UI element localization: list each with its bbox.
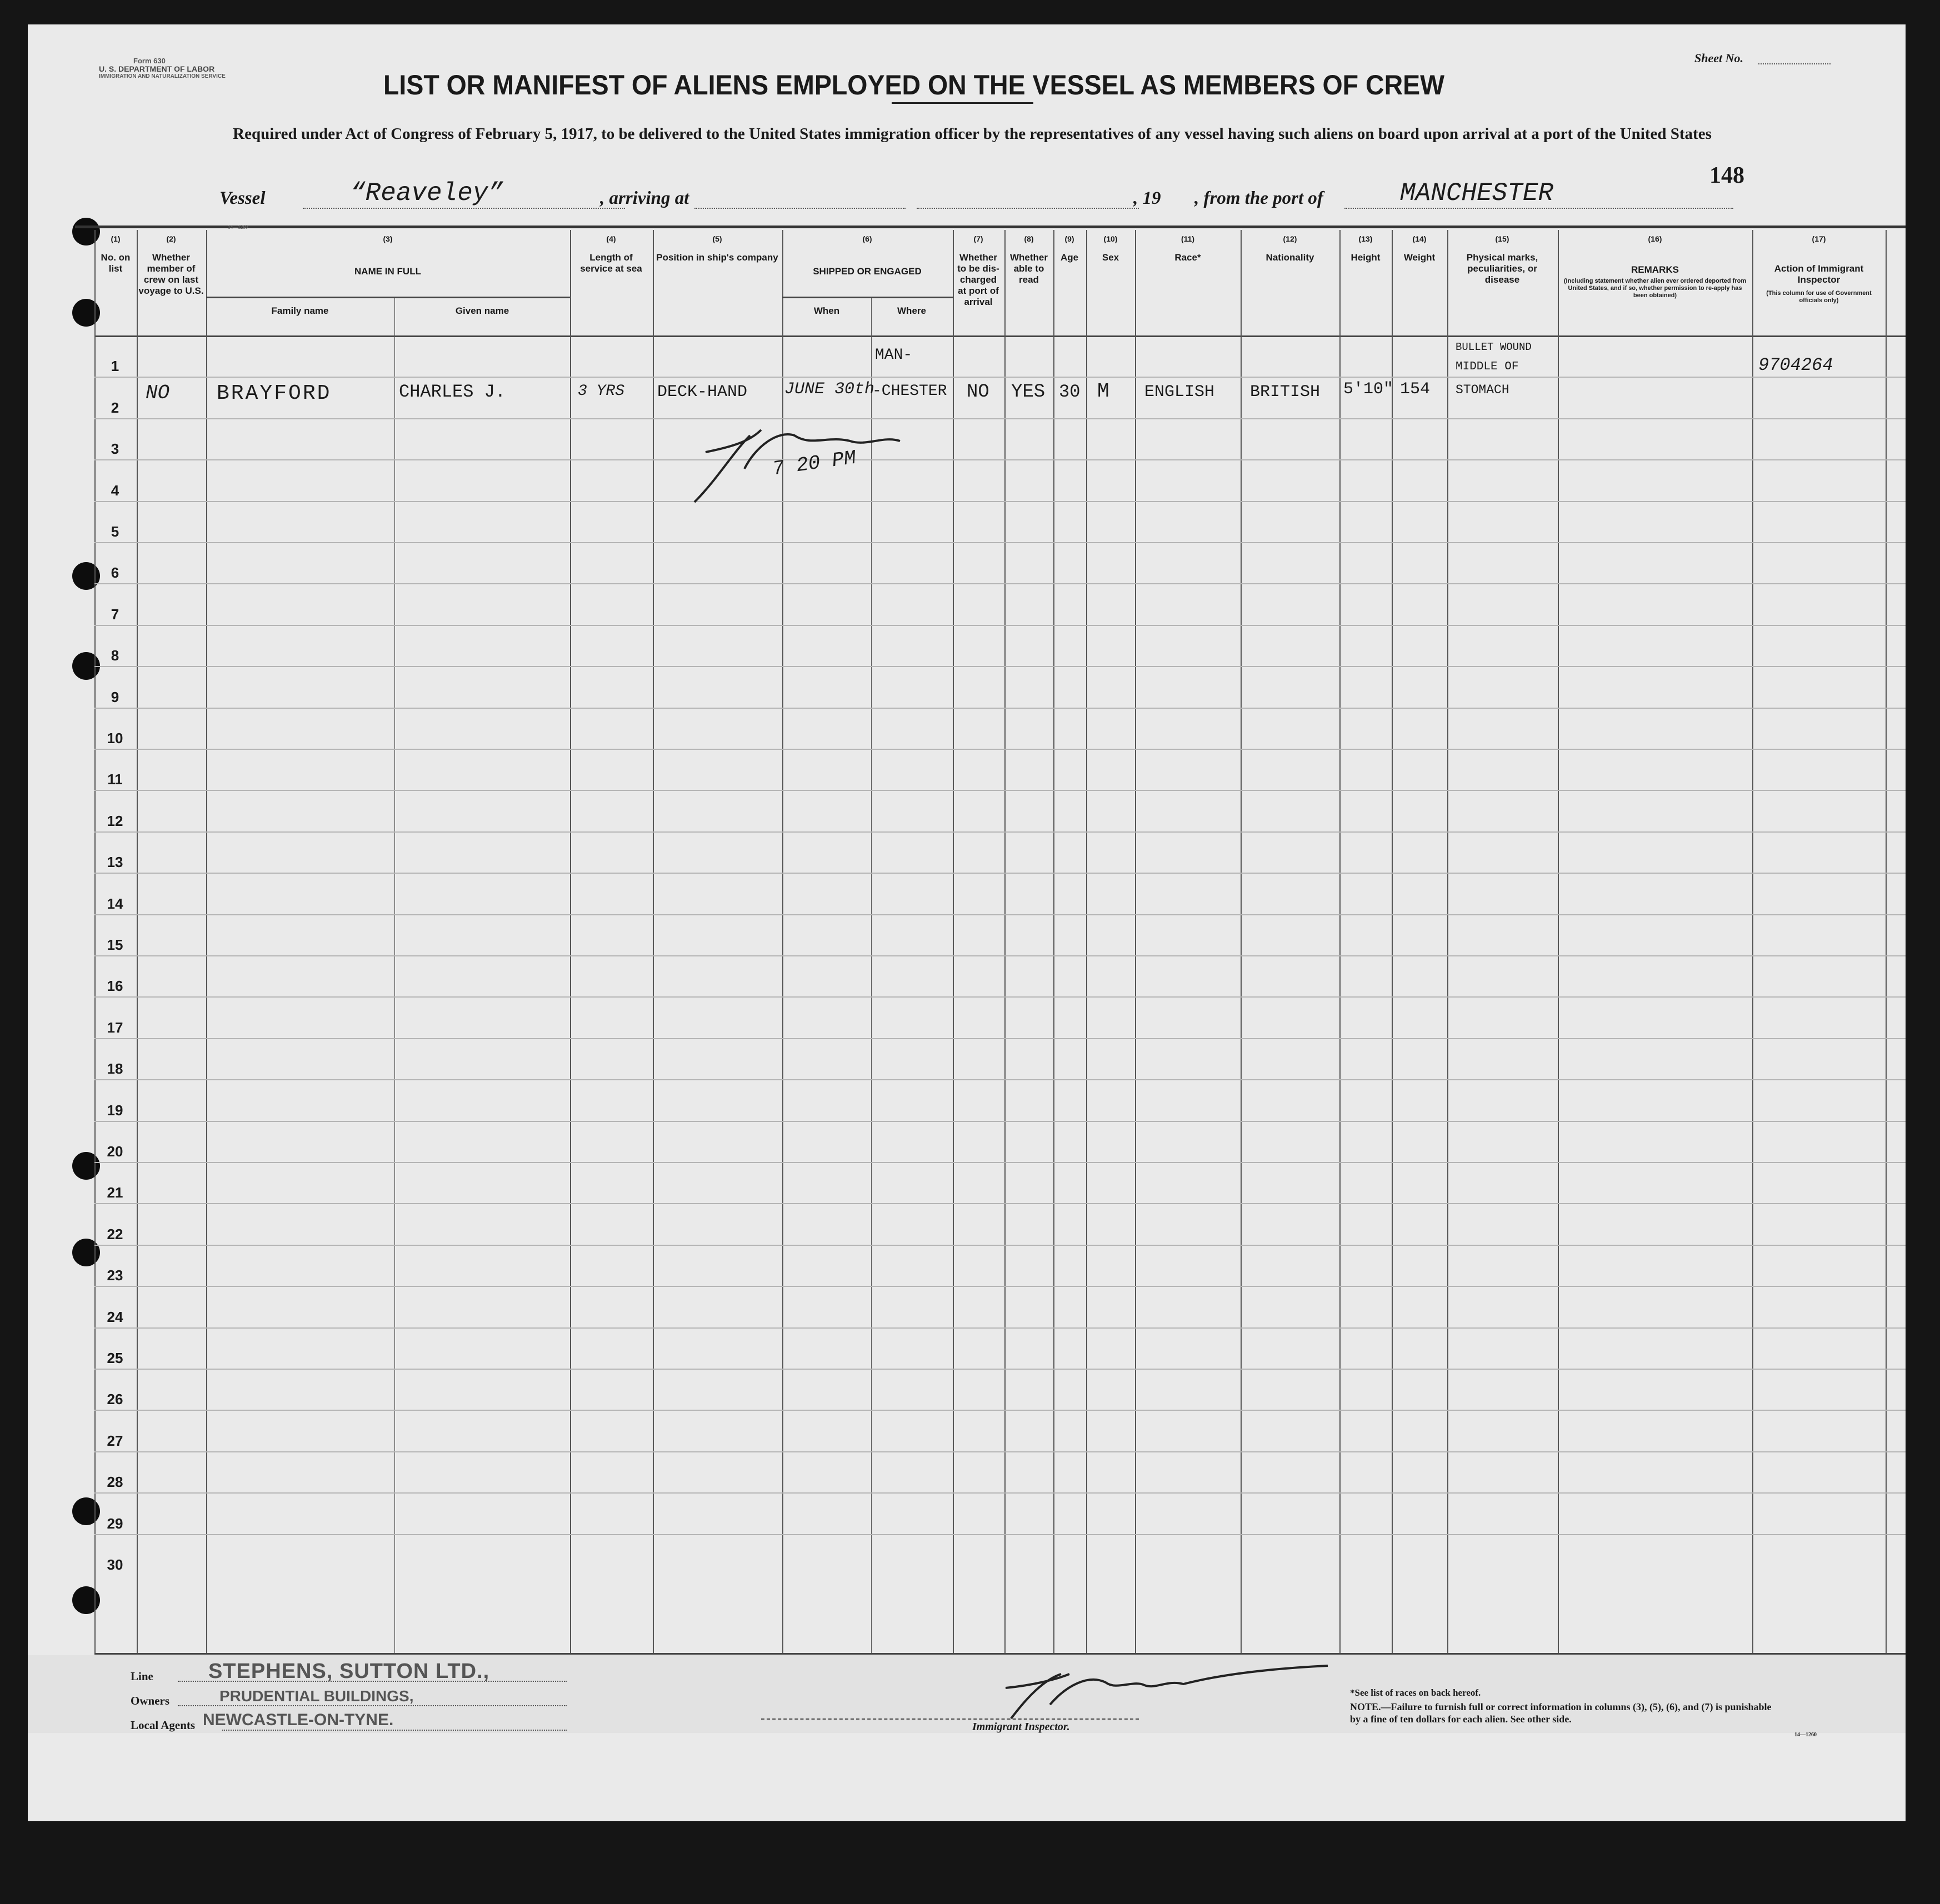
col-line <box>394 297 395 1653</box>
row-line <box>94 1492 1906 1494</box>
marks-line3: STOMACH <box>1456 383 1509 397</box>
column-number: (8) <box>1024 234 1034 243</box>
column-number: (11) <box>1181 234 1195 243</box>
sex-cell: M <box>1097 380 1109 403</box>
prior-voyage-cell: NO <box>146 382 170 404</box>
col-line <box>1447 230 1448 1653</box>
column-number: (16) <box>1648 234 1662 243</box>
arriving-line <box>694 208 906 209</box>
agents-stamp: NEWCASTLE-ON-TYNE. <box>203 1711 394 1729</box>
row-number: 17 <box>107 1019 123 1036</box>
footer-print-code: 14—1260 <box>1794 1732 1817 1738</box>
row-number: 26 <box>107 1391 123 1408</box>
column-header: Action of Immigrant Inspector <box>1774 263 1864 285</box>
position-cell: DECK-HAND <box>657 383 748 402</box>
row-number: 7 <box>111 605 119 623</box>
row-line <box>94 955 1906 956</box>
column-header: Length of service at sea <box>580 252 642 274</box>
row-line <box>94 1079 1906 1080</box>
from-port-value: MANCHESTER <box>1400 179 1554 208</box>
col-line <box>1135 230 1136 1653</box>
column-subheader: When <box>813 305 840 316</box>
page-title: LIST OR MANIFEST OF ALIENS EMPLOYED ON THE VESSEL AS MEMBERS OF CREW <box>383 69 1445 101</box>
header-print-code: 14—1260 <box>228 224 248 230</box>
row-number: 16 <box>107 978 123 995</box>
col-line <box>1392 230 1393 1653</box>
row-line <box>94 1327 1906 1329</box>
line-label: Line <box>131 1670 153 1683</box>
column-number: (6) <box>862 234 872 243</box>
row-line <box>94 1038 1906 1039</box>
row-number: 18 <box>107 1060 123 1078</box>
col-line <box>570 230 571 1653</box>
arriving-label: , arriving at <box>600 188 689 208</box>
column-header-note: (This column for use of Government officials only) <box>1766 290 1872 304</box>
weight-cell: 154 <box>1400 380 1431 399</box>
col-line <box>1053 230 1054 1653</box>
service-cell: 3 YRS <box>578 383 625 400</box>
inspector-signature-mark <box>683 413 906 508</box>
row-line <box>94 459 1906 460</box>
owners-stamp: PRUDENTIAL BUILDINGS, <box>219 1687 414 1705</box>
shipped-when-cell: JUNE 30th <box>784 380 875 399</box>
form-subtitle: Required under Act of Congress of February 5, 1917, to be delivered to the United States immigration officer by the representatives of any vessel having such aliens on board upon arrival at a port of the United States <box>233 125 1712 143</box>
height-cell: 5'10" <box>1343 380 1394 399</box>
row-number: 24 <box>107 1308 123 1325</box>
row-number: 3 <box>111 440 119 458</box>
row-number: 4 <box>111 482 119 499</box>
age-cell: 30 <box>1059 382 1081 402</box>
row-line <box>94 418 1906 419</box>
row-line <box>94 749 1906 750</box>
race-note: *See list of races on back hereof. <box>1350 1687 1481 1698</box>
form-number: Form 630 <box>133 57 166 65</box>
row-line <box>94 666 1906 667</box>
row-number: 20 <box>107 1143 123 1160</box>
column-header: Nationality <box>1266 252 1314 263</box>
owners-underline <box>178 1705 567 1706</box>
row-number: 1 <box>111 358 119 375</box>
column-number: (10) <box>1103 234 1118 243</box>
row-line <box>94 1245 1906 1246</box>
row-number: 5 <box>111 523 119 540</box>
column-header: Height <box>1351 252 1381 263</box>
column-header: Whether member of crew on last voyage to U.S. <box>138 252 204 296</box>
punch-hole <box>72 1586 100 1614</box>
shipped-subheader-line <box>782 297 953 298</box>
punch-hole <box>72 299 100 327</box>
column-number: (4) <box>606 234 616 243</box>
row-number: 9 <box>111 688 119 705</box>
column-number: (2) <box>166 234 176 243</box>
discharged-cell: NO <box>967 382 989 403</box>
col-line <box>653 230 654 1653</box>
line-underline <box>178 1681 567 1682</box>
column-header: Whether able to read <box>1010 252 1048 285</box>
sheet-number <box>1694 51 1743 66</box>
column-number: (9) <box>1064 234 1074 243</box>
name-subheader-line <box>206 297 570 298</box>
row-number: 23 <box>107 1267 123 1284</box>
row-line <box>94 1451 1906 1452</box>
column-subheader: Given name <box>455 305 509 316</box>
column-header: Race* <box>1174 252 1201 263</box>
shipped-where-line2: -CHESTER <box>872 383 947 400</box>
year-label: , 19 <box>1133 188 1161 208</box>
column-header: SHIPPED OR ENGAGED <box>813 266 922 277</box>
from-port-label: , from the port of <box>1194 188 1323 208</box>
shipped-where-line1: MAN- <box>875 347 913 364</box>
row-line <box>94 1203 1906 1204</box>
row-line <box>94 1369 1906 1370</box>
column-number: (3) <box>383 234 393 243</box>
column-subheader: Where <box>897 305 926 316</box>
column-number: (12) <box>1283 234 1297 243</box>
owners-label: Owners <box>131 1694 169 1707</box>
punch-hole <box>72 218 100 245</box>
column-number: (13) <box>1358 234 1373 243</box>
col-line <box>1558 230 1559 1653</box>
column-header: Age <box>1060 252 1079 263</box>
row-number: 25 <box>107 1350 123 1366</box>
inspector-action-cell: 9704264 <box>1758 355 1833 375</box>
column-header: Whether to be dis-charged at port of arrival <box>957 252 999 307</box>
vessel-line <box>303 208 625 209</box>
row-line <box>94 583 1906 584</box>
col-line <box>953 230 954 1653</box>
manifest-sheet <box>28 24 1906 1821</box>
row-line <box>94 914 1906 915</box>
row-line <box>94 542 1906 543</box>
nationality-cell: BRITISH <box>1250 383 1321 402</box>
header-bottom-border <box>94 335 1906 337</box>
row-line <box>94 1162 1906 1163</box>
row-number: 6 <box>111 564 119 582</box>
column-header: Position in ship's company <box>656 252 778 263</box>
row-number: 22 <box>107 1225 123 1242</box>
row-number: 13 <box>107 854 123 871</box>
row-number: 14 <box>107 895 123 912</box>
agents-label: Local Agents <box>131 1718 196 1732</box>
row-line <box>94 1286 1906 1287</box>
col-line <box>1004 230 1006 1653</box>
column-subheader: Family name <box>271 305 329 316</box>
page-number: 148 <box>1709 163 1744 188</box>
row-line <box>94 377 1906 378</box>
col-line <box>1241 230 1242 1653</box>
marks-line2: MIDDLE OF <box>1456 360 1519 373</box>
column-number: (7) <box>973 234 983 243</box>
given-name-cell: CHARLES J. <box>399 382 506 402</box>
row-number: 11 <box>107 771 123 788</box>
row-line <box>94 790 1906 791</box>
row-line <box>94 625 1906 626</box>
from-port-line <box>1344 208 1733 209</box>
col-line <box>1086 230 1087 1653</box>
column-number: (5) <box>712 234 722 243</box>
table-top-border <box>75 226 1906 228</box>
note-text: NOTE.—Failure to furnish full or correct information in columns (3), (5), (6), and (7) is punishable by a fine of ten dollars for each alien. See other side. <box>1350 1701 1772 1725</box>
row-number: 8 <box>111 647 119 664</box>
time-note: 7 20 PM <box>771 446 858 481</box>
row-line <box>94 831 1906 833</box>
table-bottom-border <box>94 1653 1906 1655</box>
column-header: NAME IN FULL <box>354 266 421 277</box>
column-number: (14) <box>1412 234 1427 243</box>
inspector-label: Immigrant Inspector. <box>972 1721 1070 1733</box>
row-line <box>94 501 1906 502</box>
column-header: Sex <box>1102 252 1119 263</box>
department-name: U. S. DEPARTMENT OF LABOR <box>99 64 215 73</box>
column-header: Weight <box>1403 252 1436 263</box>
row-number: 28 <box>107 1474 123 1491</box>
row-number: 27 <box>107 1432 123 1449</box>
read-cell: YES <box>1011 382 1046 403</box>
row-line <box>94 873 1906 874</box>
row-number: 10 <box>107 730 123 746</box>
service-name: IMMIGRATION AND NATURALIZATION SERVICE <box>99 73 226 79</box>
col-line <box>1752 230 1753 1653</box>
row-number: 29 <box>107 1515 123 1532</box>
row-number: 19 <box>107 1101 123 1119</box>
row-number: 21 <box>107 1184 123 1201</box>
agents-underline <box>222 1730 567 1731</box>
column-header: REMARKS <box>1631 264 1679 275</box>
vessel-label: Vessel <box>219 188 266 208</box>
row-line <box>94 996 1906 998</box>
row-line <box>94 1410 1906 1411</box>
col-line <box>1339 230 1341 1653</box>
row-number: 12 <box>107 812 123 829</box>
col-line <box>1886 230 1887 1653</box>
column-header-note: (Including statement whether alien ever ordered deported from United States, and if so, whether permission to re-apply has been obtained) <box>1563 278 1747 299</box>
row-number: 30 <box>107 1556 123 1573</box>
inspector-footer-signature <box>972 1663 1333 1724</box>
column-header: No. on list <box>101 252 131 274</box>
column-header: Physical marks, peculiarities, or disease <box>1466 252 1538 285</box>
line-stamp: STEPHENS, SUTTON LTD., <box>208 1660 490 1683</box>
family-name-cell: BRAYFORD <box>217 382 332 405</box>
marks-line1: BULLET WOUND <box>1456 341 1532 353</box>
col-line <box>137 230 138 1653</box>
row-line <box>94 1534 1906 1535</box>
column-number: (1) <box>111 234 121 243</box>
sheet-label: Sheet No. <box>1694 51 1743 65</box>
col-line <box>206 230 207 1653</box>
vessel-value: “Reaveley” <box>350 179 504 208</box>
title-underline <box>892 102 1033 104</box>
row-number: 2 <box>111 399 119 416</box>
row-line <box>94 1121 1906 1122</box>
row-number: 15 <box>107 936 123 953</box>
column-number: (17) <box>1812 234 1826 243</box>
sheet-number-line <box>1758 63 1831 64</box>
column-number: (15) <box>1495 234 1509 243</box>
row-line <box>94 708 1906 709</box>
date-line <box>917 208 1139 209</box>
race-cell: ENGLISH <box>1144 383 1215 402</box>
